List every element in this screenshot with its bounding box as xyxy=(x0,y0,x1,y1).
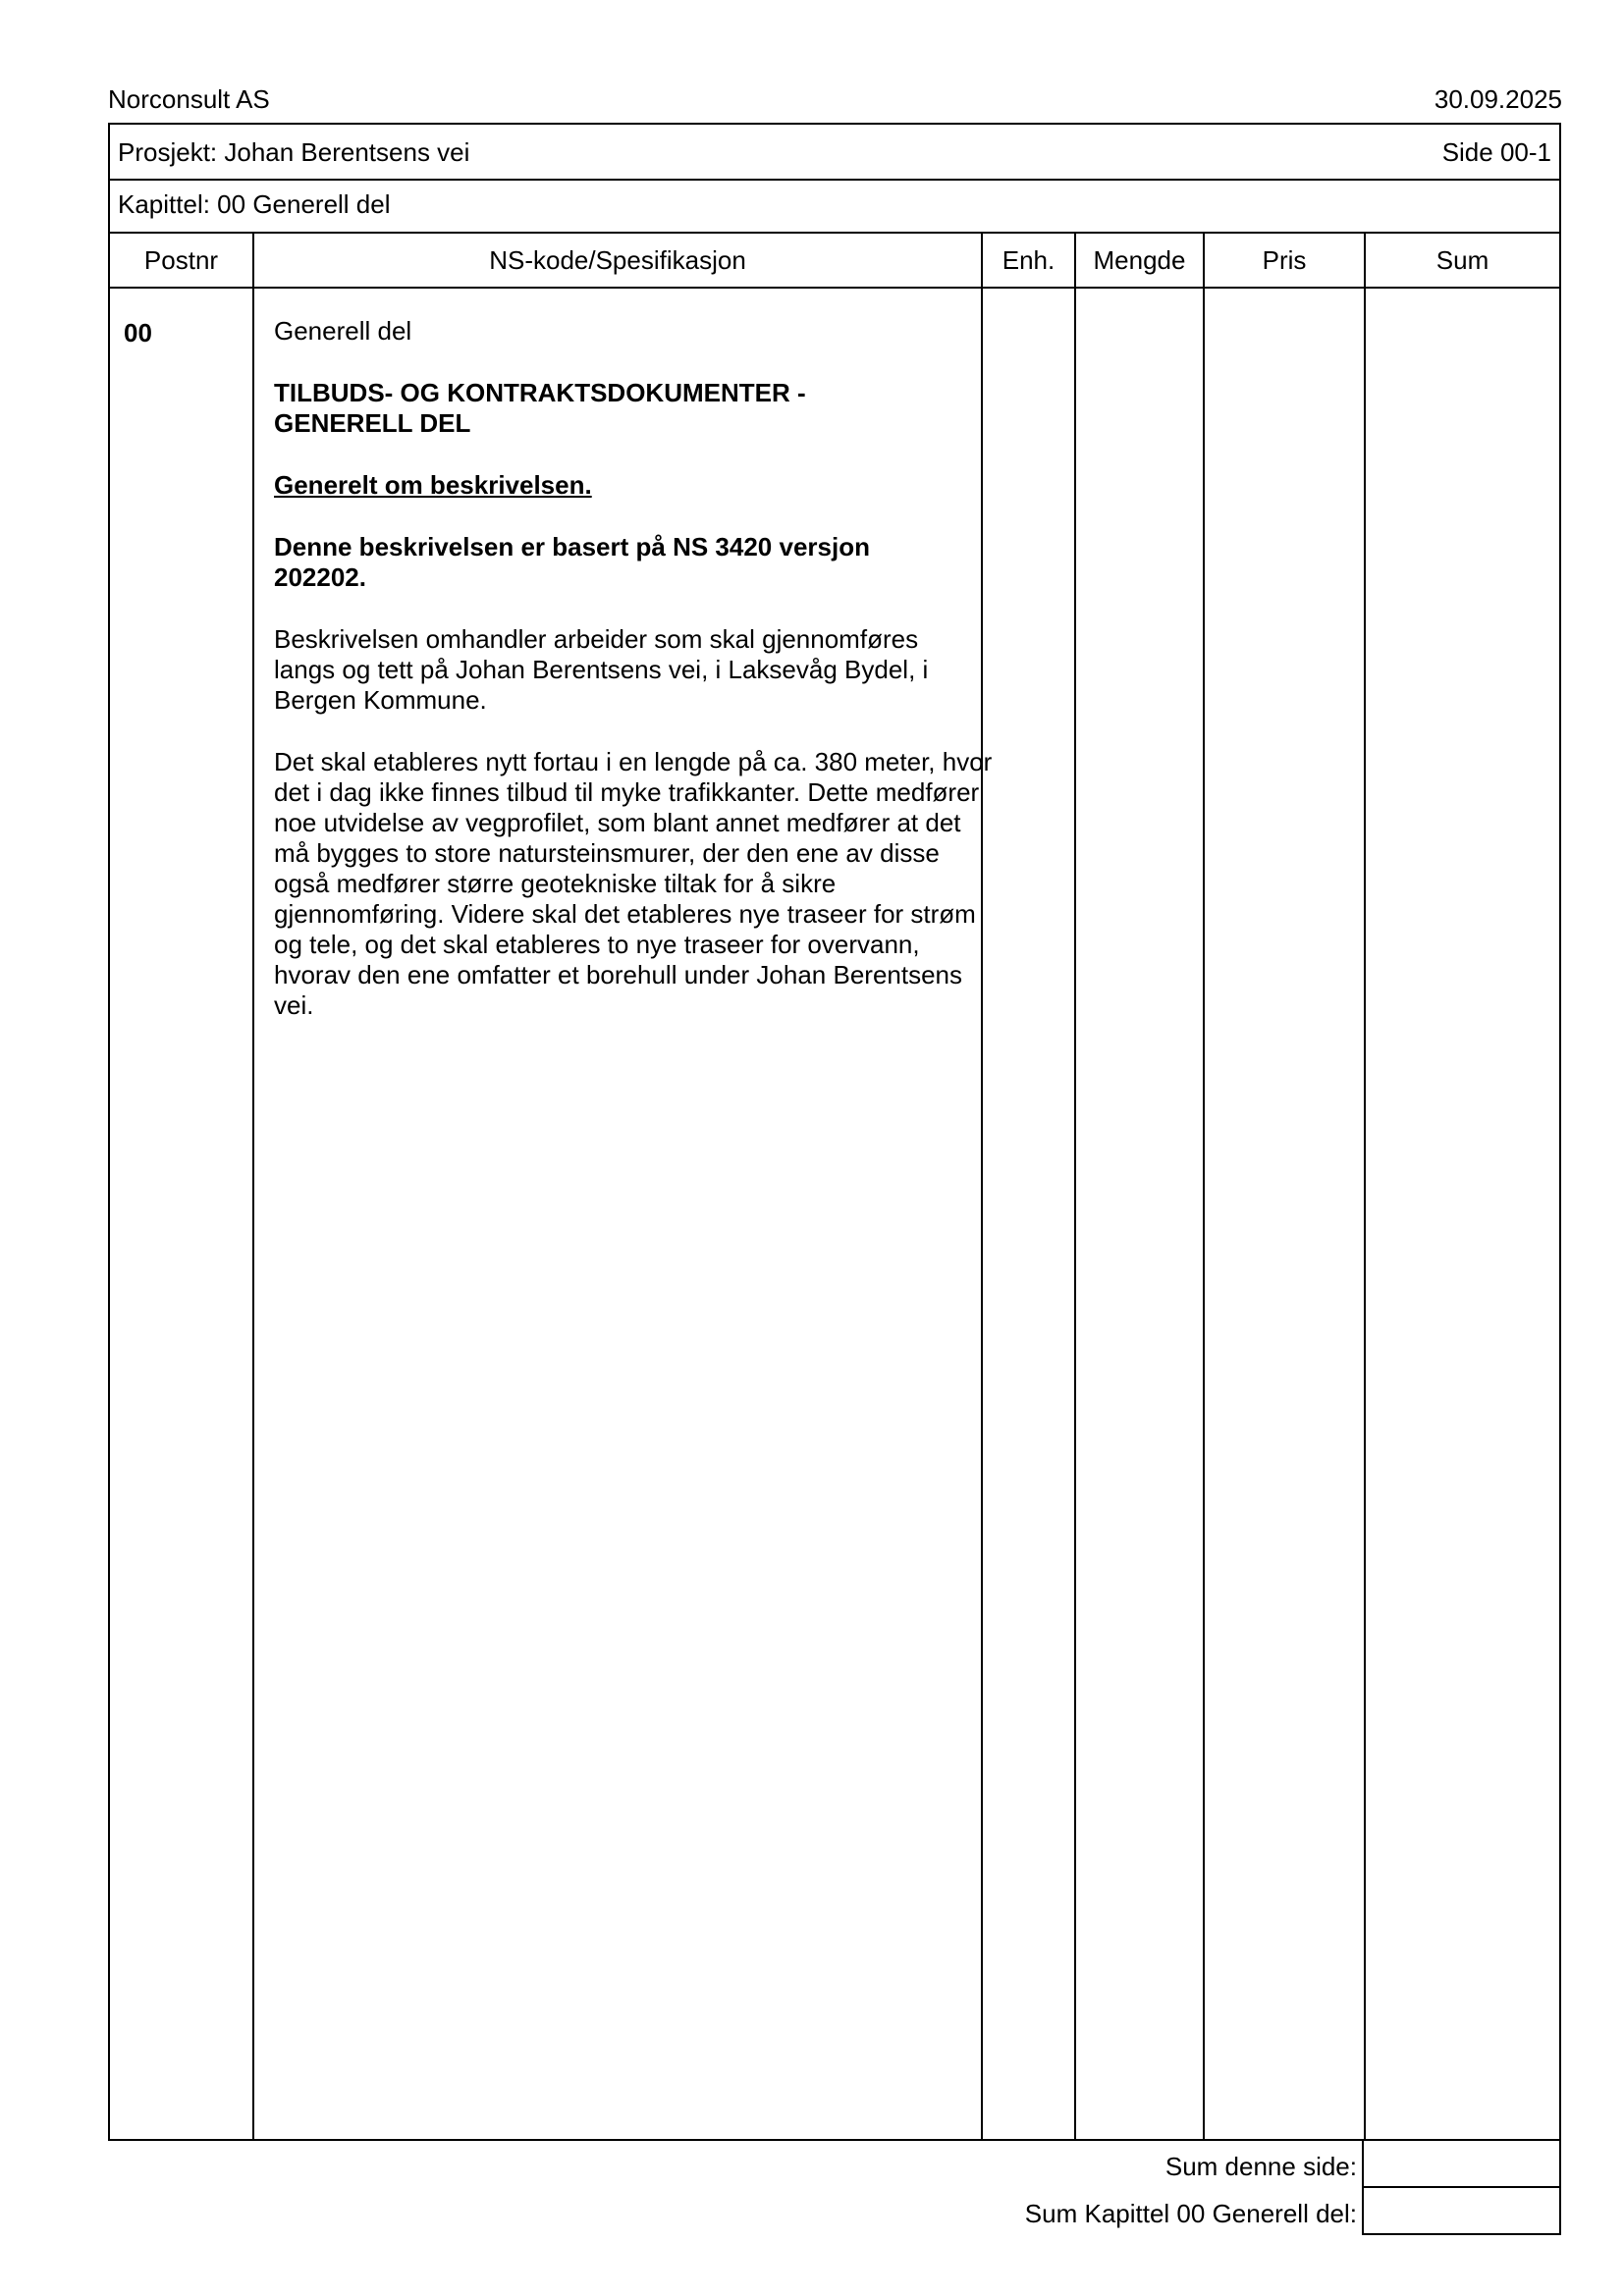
company-name: Norconsult AS xyxy=(108,84,270,114)
item-heading-standard: Denne beskrivelsen er basert på NS 3420 versjon 202202. xyxy=(274,532,870,592)
column-header-unit: Enh. xyxy=(1001,245,1056,275)
chapter-label: Kapittel: 00 Generell del xyxy=(118,189,391,219)
item-postnr: 00 xyxy=(124,318,152,347)
project-row xyxy=(108,123,1561,181)
item-title: Generell del xyxy=(274,316,412,346)
item-specification xyxy=(274,316,991,1052)
item-heading-about: Generelt om beskrivelsen. xyxy=(274,470,592,500)
column-divider xyxy=(252,234,254,2139)
document-date: 30.09.2025 xyxy=(1434,84,1562,114)
column-header-spec: NS-kode/Spesifikasjon xyxy=(489,245,746,275)
column-divider xyxy=(1074,234,1076,2139)
column-header-sum: Sum xyxy=(1435,245,1489,275)
sum-page-label: Sum denne side: xyxy=(1164,2152,1357,2181)
column-divider xyxy=(1364,234,1366,2139)
column-header-quantity: Mengde xyxy=(1093,245,1186,275)
item-paragraph-details: Det skal etableres nytt fortau i en lengde på ca. 380 meter, hvor det i dag ikke finnes tilbud til myke trafikkanter. Dette medfører noe utvidelse av vegprofilet, som blant annet medfører at det må bygges to store natursteinsmurer, der den ene av disse også medfører større geotekniske tiltak for å sikre gjennomføring. Videre skal det etableres nye traseer for strøm og tele, og det skal etableres to nye traseer for overvann, hvorav den ene omfatter et borehull under Johan Berentsens vei. xyxy=(274,747,993,1020)
chapter-row xyxy=(108,179,1561,234)
column-header-postnr: Postnr xyxy=(143,245,219,275)
sum-chapter-box xyxy=(1362,2186,1561,2235)
item-heading-contract-docs: TILBUDS- OG KONTRAKTSDOKUMENTER - GENERELL DEL xyxy=(274,378,806,438)
sum-chapter-label: Sum Kapittel 00 Generell del: xyxy=(1024,2199,1357,2228)
item-table xyxy=(108,232,1561,2141)
sum-page-box xyxy=(1362,2139,1561,2188)
item-paragraph-scope: Beskrivelsen omhandler arbeider som skal gjennomføres langs og tett på Johan Berentsens vei, i Laksevåg Bydel, i Bergen Kommune. xyxy=(274,624,929,715)
column-header-price: Pris xyxy=(1262,245,1307,275)
page-number: Side 00-1 xyxy=(1441,137,1551,167)
column-divider xyxy=(1203,234,1205,2139)
project-label: Prosjekt: Johan Berentsens vei xyxy=(118,137,470,167)
header-divider xyxy=(110,287,1559,289)
